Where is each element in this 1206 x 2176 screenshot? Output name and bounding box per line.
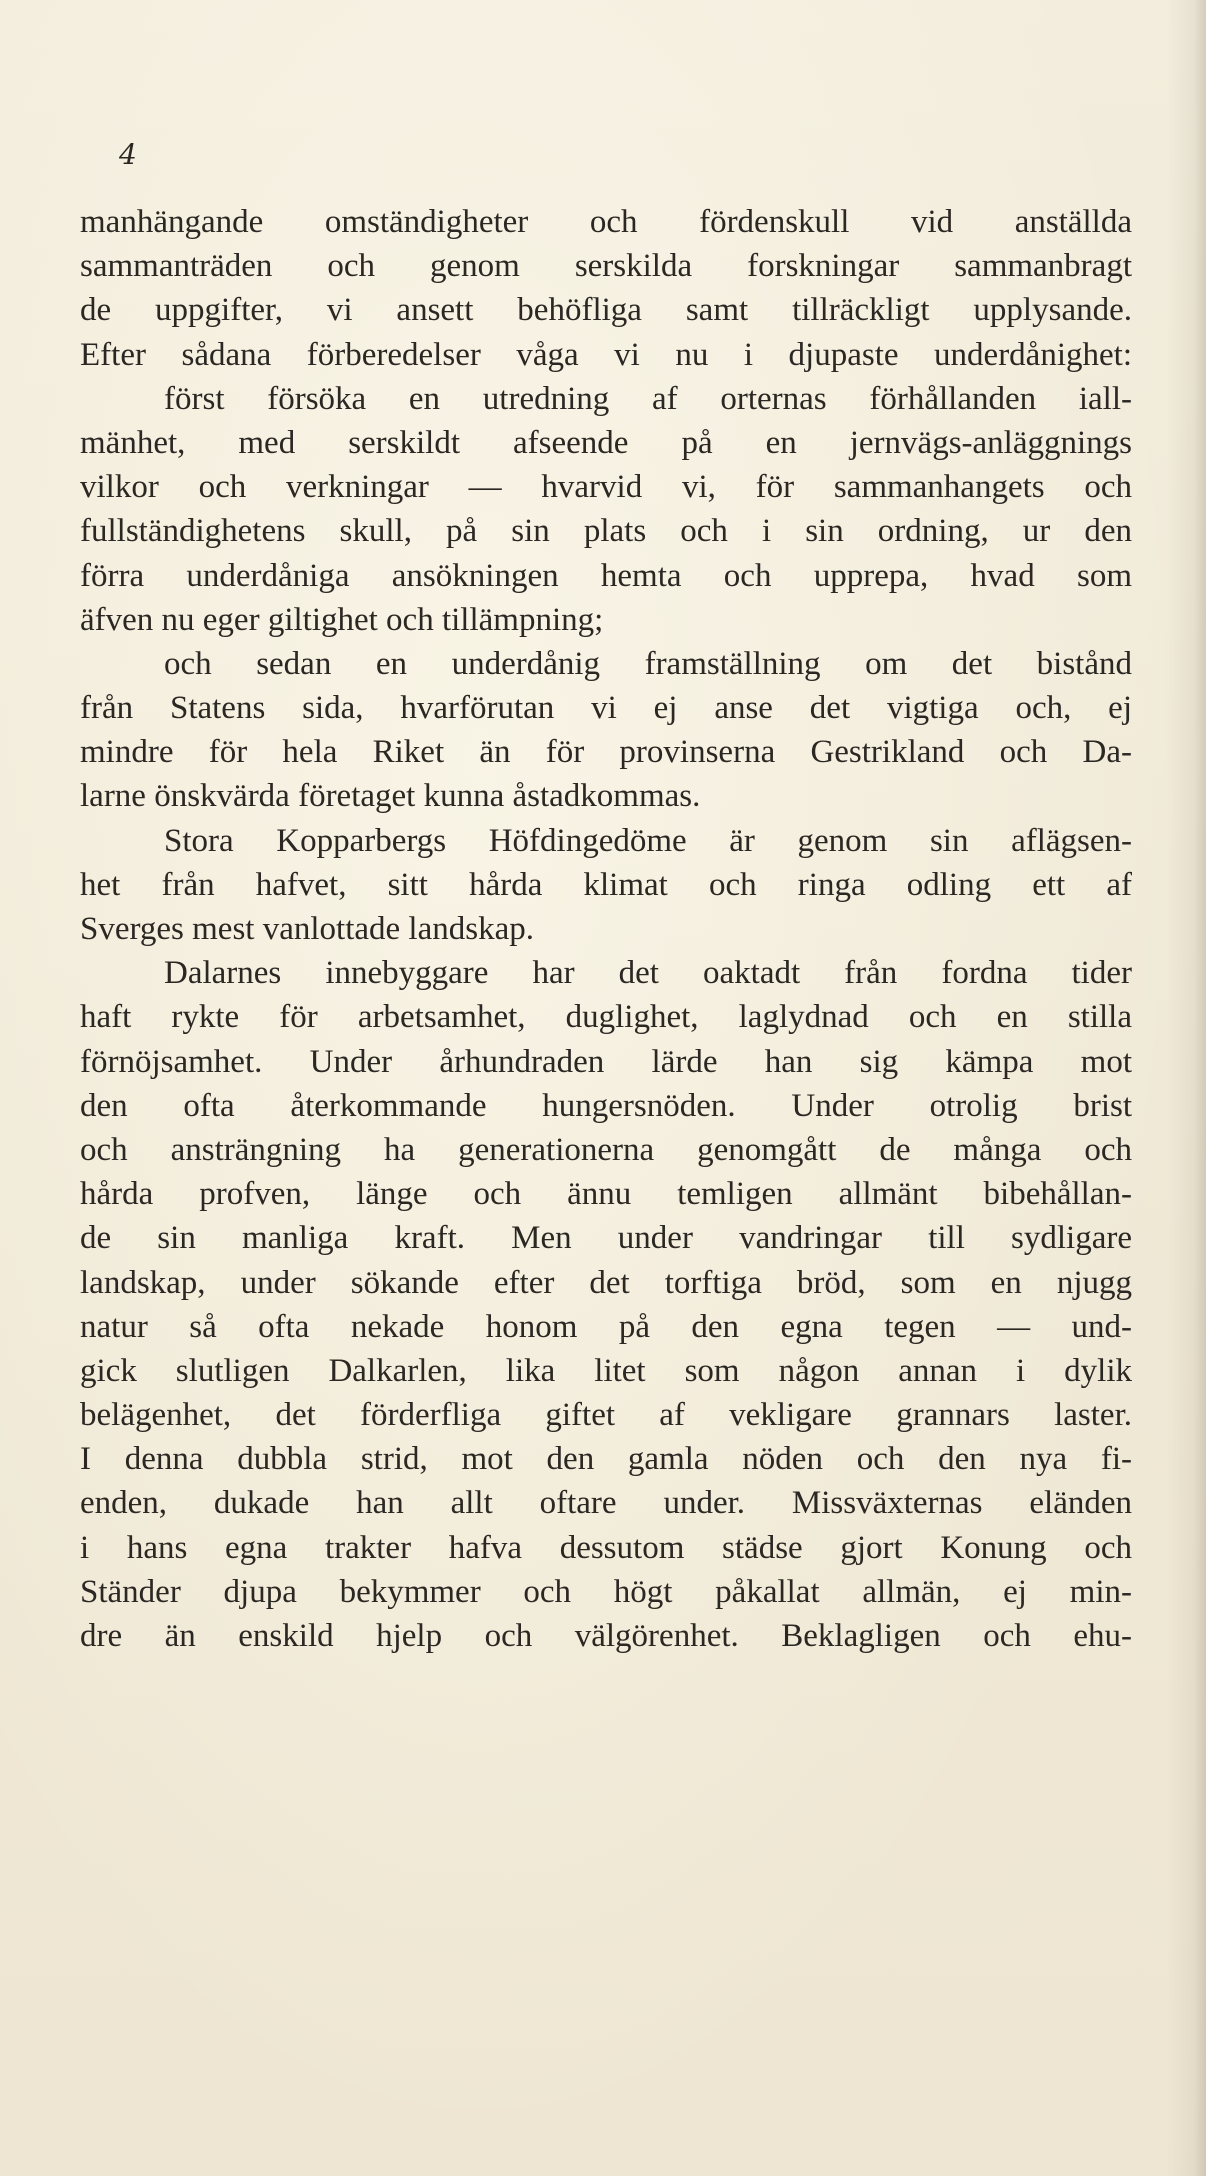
text-line: Stora Kopparbergs Höfdingedöme är genom sin aflägsen- <box>164 822 1132 859</box>
text-line: landskap, under sökande efter det torftiga bröd, som en njugg <box>80 1264 1132 1301</box>
text-line: vilkor och verkningar — hvarvid vi, för sammanhangets och <box>80 469 1132 506</box>
text-line: dre än enskild hjelp och välgörenhet. Beklagligen och ehu- <box>80 1618 1132 1654</box>
text-line: mänhet, med serskildt afseende på en jernvägs-anläggnings <box>80 424 1132 461</box>
text-line: haft rykte för arbetsamhet, duglighet, laglydnad och en stilla <box>80 999 1132 1036</box>
text-line: fullständighetens skull, på sin plats och i sin ordning, ur den <box>80 513 1132 550</box>
text-line: hårda profven, länge och ännu temligen allmänt bibehållan- <box>80 1176 1132 1213</box>
text-line: Ständer djupa bekymmer och högt påkallat allmän, ej min- <box>80 1573 1132 1610</box>
text-line: gick slutligen Dalkarlen, lika litet som någon annan i dylik <box>80 1352 1132 1389</box>
text-line: het från hafvet, sitt hårda klimat och ringa odling ett af <box>80 866 1132 903</box>
text-line: Sverges mest vanlottade landskap. <box>80 911 534 947</box>
text-line: och sedan en underdånig framställning om det bistånd <box>164 645 1132 682</box>
page-number: 4 <box>119 138 137 171</box>
text-line: enden, dukade han allt oftare under. Missväxternas eländen <box>80 1485 1132 1522</box>
text-line: natur så ofta nekade honom på den egna tegen — und- <box>80 1308 1132 1345</box>
text-line: den ofta återkommande hungersnöden. Under otrolig brist <box>80 1087 1132 1124</box>
text-line: larne önskvärda företaget kunna åstadkommas. <box>80 778 701 815</box>
text-line: äfven nu eger giltighet och tillämpning; <box>80 601 604 638</box>
body-text <box>80 200 1132 1658</box>
text-line: i hans egna trakter hafva dessutom städse gjort Konung och <box>80 1529 1132 1566</box>
text-line: förra underdåniga ansökningen hemta och upprepa, hvad som <box>80 557 1132 594</box>
text-line: I denna dubbla strid, mot den gamla nöden och den nya fi- <box>80 1441 1132 1478</box>
text-line: de uppgifter, vi ansett behöfliga samt tillräckligt upplysande. <box>80 292 1132 329</box>
text-line: först försöka en utredning af orternas förhållanden iall- <box>164 380 1132 417</box>
page-edge-shadow <box>1166 0 1206 2176</box>
text-line: de sin manliga kraft. Men under vandringar till sydligare <box>80 1220 1132 1257</box>
text-line: förnöjsamhet. Under århundraden lärde han sig kämpa mot <box>80 1043 1132 1080</box>
text-line: sammanträden och genom serskilda forskningar sammanbragt <box>80 248 1132 285</box>
text-line: från Statens sida, hvarförutan vi ej anse det vigtiga och, ej <box>80 690 1132 727</box>
text-line: mindre för hela Riket än för provinserna Gestrikland och Da- <box>80 734 1132 771</box>
text-line: belägenhet, det förderfliga giftet af vekligare grannars laster. <box>80 1397 1132 1434</box>
text-line: manhängande omständigheter och fördenskull vid anställda <box>80 204 1132 240</box>
text-line: Efter sådana förberedelser våga vi nu i djupaste underdånighet: <box>80 336 1132 373</box>
text-line: och ansträngning ha generationerna genomgått de många och <box>80 1131 1132 1168</box>
text-line: Dalarnes innebyggare har det oaktadt från fordna tider <box>164 955 1132 992</box>
